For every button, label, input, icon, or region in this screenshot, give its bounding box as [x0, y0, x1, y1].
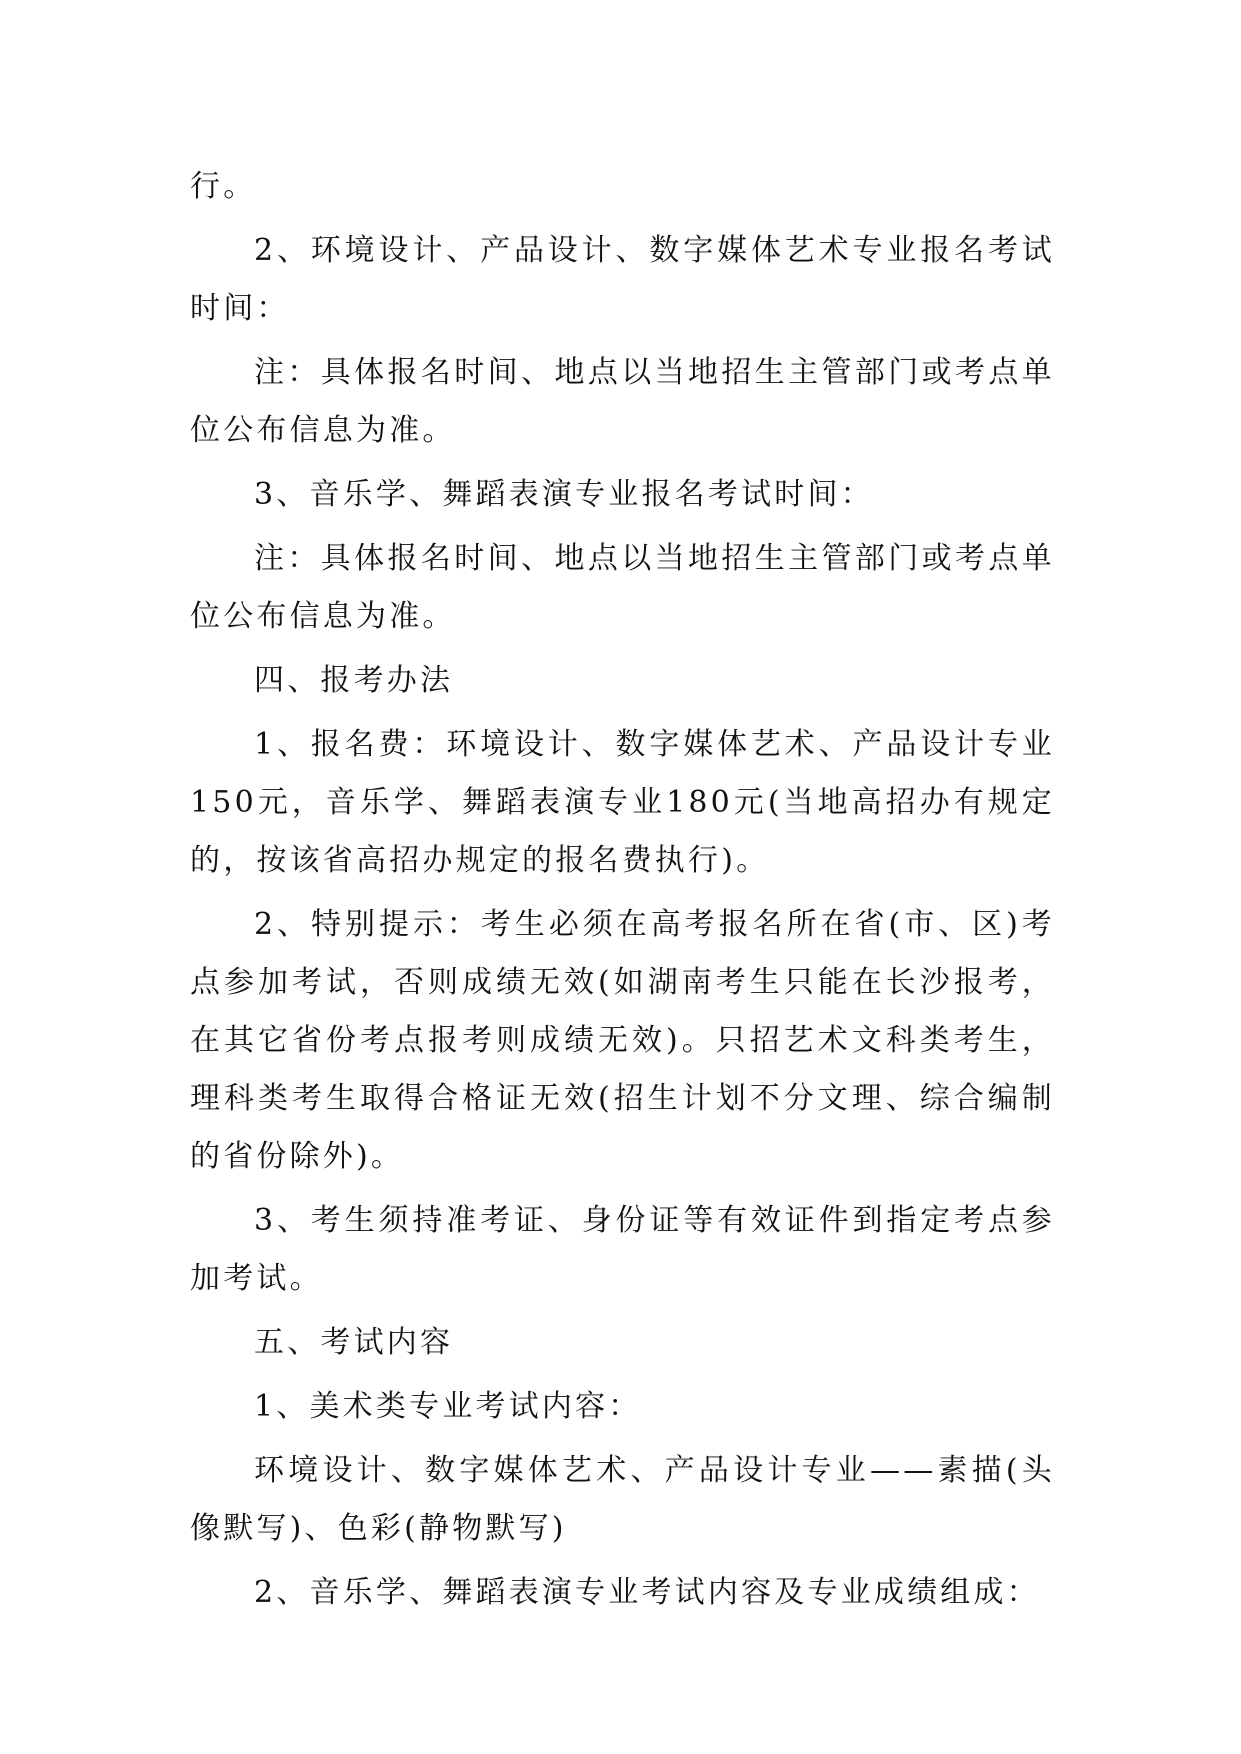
- paragraph-application-fee: 1、报名费：环境设计、数字媒体艺术、产品设计专业150元，音乐学、舞蹈表演专业180元(当地高招办有规定的，按该省高招办规定的报名费执行)。: [190, 727, 1055, 878]
- document-page: [190, 158, 1055, 1628]
- paragraph-art-exam-content: 1、美术类专业考试内容：: [254, 1389, 642, 1424]
- paragraph-music-exam-time: 3、音乐学、舞蹈表演专业报名考试时间：: [254, 477, 874, 512]
- paragraph-note-1: 注：具体报名时间、地点以当地招生主管部门或考点单位公布信息为准。: [190, 355, 1055, 448]
- paragraph-continuation: 行。: [190, 169, 257, 204]
- paragraph-note-2: 注：具体报名时间、地点以当地招生主管部门或考点单位公布信息为准。: [190, 541, 1055, 634]
- paragraph-required-documents: 3、考生须持准考证、身份证等有效证件到指定考点参加考试。: [190, 1203, 1055, 1296]
- paragraph-art-exam-details: 环境设计、数字媒体艺术、产品设计专业——素描(头像默写)、色彩(静物默写): [190, 1453, 1055, 1546]
- paragraph-design-exam-time: 2、环境设计、产品设计、数字媒体艺术专业报名考试时间：: [190, 233, 1055, 326]
- paragraph-music-exam-content: 2、音乐学、舞蹈表演专业考试内容及专业成绩组成：: [254, 1575, 1040, 1610]
- paragraph-special-notice: 2、特别提示：考生必须在高考报名所在省(市、区)考点参加考试，否则成绩无效(如湖南考生只能在长沙报考，在其它省份考点报考则成绩无效)。只招艺术文科类考生，理科类考生取得合格证无效(招生计划不分文理、综合编制的省份除外)。: [190, 907, 1055, 1174]
- section-heading-application-method: 四、报考办法: [254, 663, 454, 698]
- section-heading-exam-content: 五、考试内容: [254, 1325, 454, 1360]
